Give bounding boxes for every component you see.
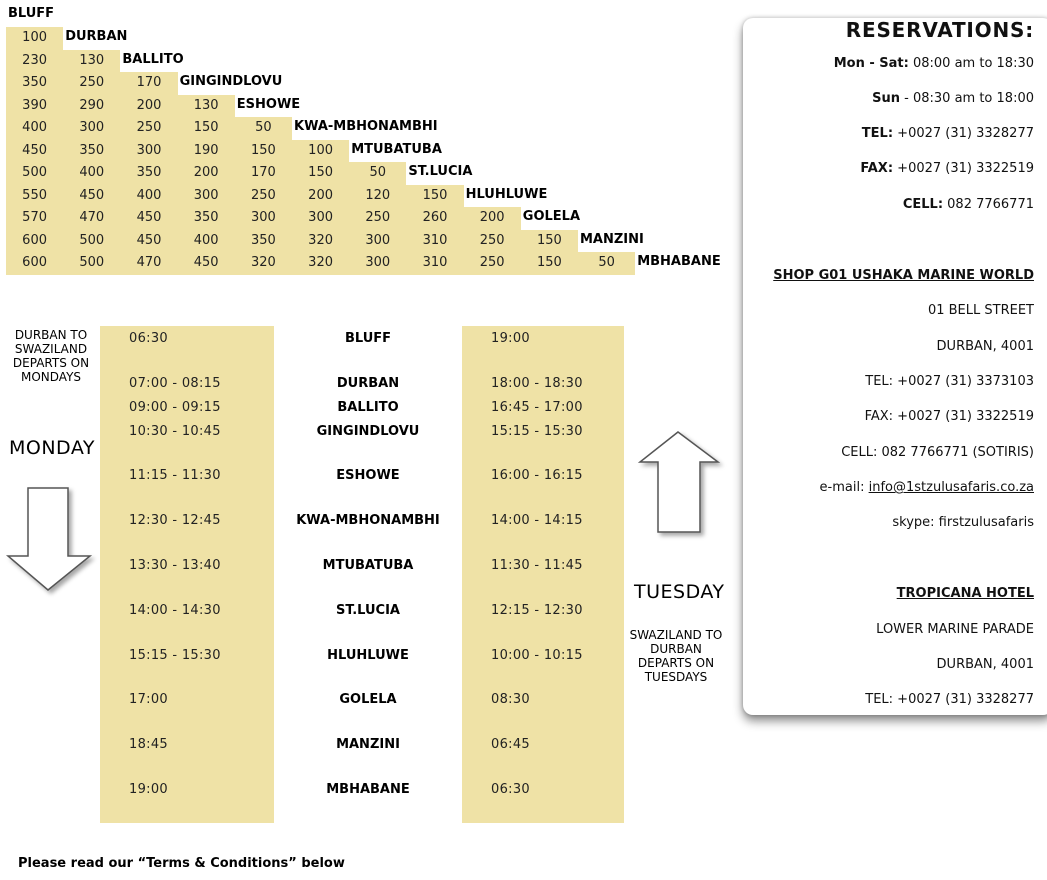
- reservations-cell: CELL: 082 7766771: [902, 197, 1034, 212]
- outbound-time: 10:30 - 10:45: [129, 424, 221, 439]
- station-label: BALLITO: [122, 51, 184, 67]
- distance-cell: 350: [193, 210, 219, 225]
- distance-cell: 50: [598, 255, 615, 270]
- station-label: GOLELA: [522, 209, 581, 224]
- outbound-time: 06:30: [129, 331, 168, 346]
- distance-cell: 300: [79, 120, 105, 135]
- distance-cell: 150: [422, 187, 448, 203]
- distance-cell: 350: [136, 165, 162, 180]
- distance-cell: 320: [308, 232, 333, 248]
- return-time: 08:30: [491, 692, 530, 707]
- outbound-time: 17:00: [129, 692, 168, 707]
- distance-cell: 350: [250, 232, 276, 248]
- terms-note: Please read our “Terms & Conditions” below: [18, 856, 345, 871]
- return-time: 16:00 - 16:15: [491, 468, 583, 483]
- distance-cell: 470: [79, 210, 105, 225]
- station-label: MTUBATUBA: [351, 141, 442, 157]
- return-time: 11:30 - 11:45: [491, 558, 583, 573]
- distance-cell: 500: [79, 255, 105, 270]
- station-label: MBHABANE: [637, 254, 721, 269]
- distance-cell: 450: [136, 210, 162, 225]
- stop-name: GINGINDLOVU: [316, 424, 420, 439]
- distance-cell: 390: [22, 97, 47, 113]
- up-arrow-icon: [638, 430, 722, 536]
- reservations-fax: FAX: +0027 (31) 3322519: [860, 161, 1034, 176]
- return-time: 19:00: [491, 331, 530, 346]
- station-label: MANZINI: [580, 231, 644, 247]
- outbound-time: 13:30 - 13:40: [129, 558, 221, 573]
- distance-cell: 500: [22, 165, 47, 180]
- reservations-title: RESERVATIONS:: [845, 18, 1034, 42]
- outbound-time: 14:00 - 14:30: [129, 603, 221, 618]
- distance-cell: 200: [479, 210, 505, 225]
- shop-street: 01 BELL STREET: [927, 303, 1034, 318]
- distance-cell: 250: [79, 75, 105, 90]
- stop-name: HLUHLUWE: [327, 648, 409, 663]
- distance-cell: 250: [365, 210, 391, 225]
- station-label: ST.LUCIA: [408, 164, 473, 179]
- distance-cell: 310: [422, 232, 448, 248]
- shop-city: DURBAN, 4001: [936, 339, 1034, 354]
- outbound-time: 19:00: [129, 782, 168, 797]
- shop-cell: CELL: 082 7766771 (SOTIRIS): [841, 445, 1034, 460]
- hotel-heading: TROPICANA HOTEL: [896, 586, 1034, 601]
- email-link[interactable]: info@1stzulusafaris.co.za: [868, 480, 1034, 495]
- distance-cell: 450: [193, 255, 219, 270]
- distance-cell: 350: [79, 142, 105, 158]
- distance-cell: 550: [22, 187, 47, 203]
- distance-cell: 150: [193, 120, 219, 135]
- distance-cell: 400: [79, 165, 105, 180]
- distance-cell: 200: [308, 187, 333, 203]
- return-time: 10:00 - 10:15: [491, 648, 583, 663]
- distance-cell: 290: [79, 97, 105, 113]
- shop-fax: FAX: +0027 (31) 3322519: [864, 409, 1034, 424]
- distance-cell: 200: [136, 97, 162, 113]
- distance-cell: 170: [250, 165, 276, 180]
- distance-cell: 300: [136, 142, 162, 158]
- outbound-time: 15:15 - 15:30: [129, 648, 221, 663]
- outbound-time: 09:00 - 09:15: [129, 400, 221, 415]
- station-label: BLUFF: [8, 6, 55, 21]
- distance-cell: 150: [536, 232, 562, 248]
- distance-cell: 300: [193, 187, 219, 203]
- distance-cell: 600: [22, 255, 47, 270]
- return-time: 18:00 - 18:30: [491, 376, 583, 391]
- shop-heading: SHOP G01 USHAKA MARINE WORLD: [773, 268, 1034, 283]
- distance-cell: 320: [250, 255, 276, 270]
- return-time: 06:45: [491, 737, 530, 752]
- distance-cell: 250: [479, 232, 505, 248]
- shop-email: e-mail: info@1stzulusafaris.co.za: [819, 480, 1034, 495]
- stop-name: MBHABANE: [326, 782, 410, 797]
- distance-cell: 200: [193, 165, 219, 180]
- distance-cell: 450: [22, 142, 47, 158]
- station-label: KWA-MBHONAMBHI: [294, 119, 438, 134]
- distance-cell: 130: [79, 52, 105, 68]
- reservations-tel: TEL: +0027 (31) 3328277: [861, 126, 1034, 141]
- station-label: DURBAN: [65, 29, 128, 44]
- distance-cell: 150: [250, 142, 276, 158]
- distance-cell: 250: [479, 255, 505, 270]
- distance-cell: 130: [193, 97, 219, 113]
- distance-cell: 190: [193, 142, 219, 158]
- distance-cell: 300: [365, 232, 391, 248]
- distance-cell: 320: [308, 255, 333, 270]
- distance-cell: 570: [22, 210, 47, 225]
- distance-cell: 250: [250, 187, 276, 203]
- reservations-panel: [743, 18, 1047, 715]
- distance-cell: 150: [536, 255, 562, 270]
- outbound-time: 07:00 - 08:15: [129, 376, 221, 391]
- hours-sun: Sun - 08:30 am to 18:00: [872, 91, 1034, 106]
- distance-cell: 400: [136, 187, 162, 203]
- outbound-time: 12:30 - 12:45: [129, 513, 221, 528]
- hotel-city: DURBAN, 4001: [936, 657, 1034, 672]
- distance-cell: 350: [22, 75, 47, 90]
- distance-cell: 300: [365, 255, 391, 270]
- return-time: 15:15 - 15:30: [491, 424, 583, 439]
- distance-cell: 500: [79, 232, 105, 248]
- distance-cell: 150: [308, 165, 333, 180]
- return-time: 12:15 - 12:30: [491, 603, 583, 618]
- stop-name: BALLITO: [337, 400, 399, 415]
- stop-name: GOLELA: [339, 692, 397, 707]
- distance-cell: 230: [22, 52, 47, 68]
- shop-skype: skype: firstzulusafaris: [892, 515, 1034, 530]
- station-label: HLUHLUWE: [465, 186, 548, 202]
- return-time: 06:30: [491, 782, 530, 797]
- outbound-time: 18:45: [129, 737, 168, 752]
- station-label: ESHOWE: [236, 96, 301, 112]
- distance-cell: 300: [308, 210, 333, 225]
- monday-label: MONDAY: [9, 437, 95, 459]
- distance-cell: 250: [136, 120, 162, 135]
- distance-cell: 100: [308, 142, 333, 158]
- distance-cell: 50: [369, 165, 387, 180]
- distance-cell: 600: [22, 232, 47, 248]
- monday-note: DURBAN TO SWAZILAND DEPARTS ON MONDAYS: [12, 328, 90, 384]
- stop-name: MTUBATUBA: [322, 558, 414, 573]
- stop-name: BLUFF: [344, 331, 392, 346]
- distance-cell: 470: [136, 255, 162, 270]
- stop-name: KWA-MBHONAMBHI: [296, 513, 440, 528]
- stop-name: ST.LUCIA: [335, 603, 400, 618]
- distance-cell: 50: [255, 120, 272, 135]
- distance-cell: 120: [365, 187, 391, 203]
- tuesday-note: SWAZILAND TO DURBAN DEPARTS ON TUESDAYS: [629, 628, 723, 684]
- hotel-tel: TEL: +0027 (31) 3328277: [865, 692, 1034, 707]
- distance-cell: 450: [136, 232, 162, 248]
- distance-cell: 450: [79, 187, 105, 203]
- distance-cell: 400: [193, 232, 219, 248]
- return-time: 14:00 - 14:15: [491, 513, 583, 528]
- distance-cell: 300: [250, 210, 276, 225]
- distance-cell: 260: [422, 210, 448, 225]
- hours-mon-sat: Mon - Sat: 08:00 am to 18:30: [833, 56, 1034, 71]
- stop-name: DURBAN: [336, 376, 400, 391]
- tuesday-label: TUESDAY: [634, 581, 725, 603]
- hotel-street: LOWER MARINE PARADE: [876, 622, 1034, 637]
- station-label: GINGINDLOVU: [179, 74, 283, 89]
- distance-cell: 400: [22, 120, 47, 135]
- return-time: 16:45 - 17:00: [491, 400, 583, 415]
- distance-cell: 310: [422, 255, 448, 270]
- stop-name: MANZINI: [336, 737, 400, 752]
- down-arrow-icon: [6, 486, 96, 596]
- outbound-time: 11:15 - 11:30: [129, 468, 221, 483]
- distance-cell: 100: [22, 30, 47, 45]
- distance-cell: 170: [136, 75, 162, 90]
- shop-tel: TEL: +0027 (31) 3373103: [865, 374, 1034, 389]
- stop-name: ESHOWE: [336, 468, 400, 483]
